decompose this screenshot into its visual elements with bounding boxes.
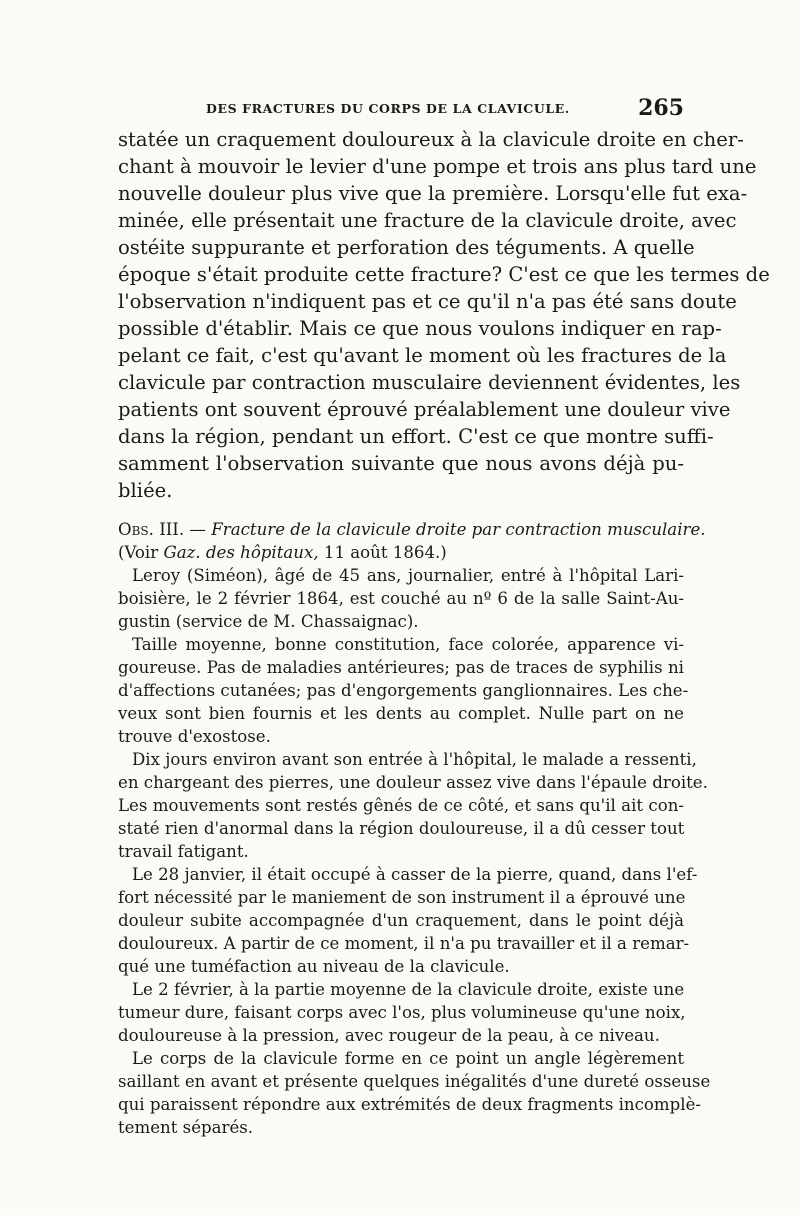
- obs-line: Dix jours environ avant son entrée à l'hôpital, le malade a ressenti,: [132, 750, 697, 769]
- source-journal: Gaz. des hôpitaux,: [163, 543, 319, 562]
- observation-dash: —: [184, 520, 212, 539]
- obs-line: en chargeant des pierres, une douleur assez vive dans l'épaule droite.: [118, 773, 708, 792]
- obs-line: douloureuse à la pression, avec rougeur de la peau, à ce niveau.: [118, 1026, 660, 1045]
- body-line: chant à mouvoir le levier d'une pompe et trois ans plus tard une: [118, 155, 757, 178]
- obs-line: douloureux. A partir de ce moment, il n'a pu travailler et il a remar-: [118, 934, 690, 953]
- obs-line: Les mouvements sont restés gênés de ce côté, et sans qu'il ait con-: [118, 796, 684, 815]
- observation-heading: [118, 520, 706, 539]
- body-line: minée, elle présentait une fracture de la clavicule droite, avec: [118, 209, 737, 232]
- running-title: DES FRACTURES DU CORPS DE LA CLAVICULE.: [206, 101, 570, 116]
- body-line: nouvelle douleur plus vive que la première. Lorsqu'elle fut exa-: [118, 182, 748, 205]
- obs-line: qui paraissent répondre aux extrémités de deux fragments incomplè-: [118, 1095, 701, 1114]
- observation-source: [118, 543, 684, 562]
- running-head: [118, 97, 684, 127]
- observation-title: Fracture de la clavicule droite par contraction musculaire.: [211, 520, 706, 539]
- obs-line: veux sont bien fournis et les dents au complet. Nulle part on ne: [118, 704, 684, 723]
- source-date: 11 août 1864.): [318, 543, 447, 562]
- obs-line: Le 28 janvier, il était occupé à casser de la pierre, quand, dans l'ef-: [132, 865, 698, 884]
- obs-line: tement séparés.: [118, 1118, 254, 1137]
- body-line: l'observation n'indiquent pas et ce qu'il n'a pas été sans doute: [118, 290, 737, 313]
- body-line: époque s'était produite cette fracture? C'est ce que les termes de: [118, 263, 770, 286]
- body-line: clavicule par contraction musculaire deviennent évidentes, les: [118, 371, 741, 394]
- observation-label: Obs. III.: [118, 520, 185, 539]
- obs-line: travail fatigant.: [118, 842, 249, 861]
- obs-line: qué une tuméfaction au niveau de la clavicule.: [118, 957, 510, 976]
- obs-line: fort nécessité par le maniement de son instrument il a éprouvé une: [118, 888, 686, 907]
- source-prefix: (Voir: [118, 543, 164, 562]
- body-line: ostéite suppurante et perforation des téguments. A quelle: [118, 236, 695, 259]
- body-line: pelant ce fait, c'est qu'avant le moment où les fractures de la: [118, 344, 727, 367]
- body-line: patients ont souvent éprouvé préalablement une douleur vive: [118, 398, 731, 421]
- obs-line: gustin (service de M. Chassaignac).: [118, 612, 419, 631]
- obs-line: staté rien d'anormal dans la région douloureuse, il a dû cesser tout: [118, 819, 685, 838]
- obs-line: Leroy (Siméon), âgé de 45 ans, journalier, entré à l'hôpital Lari-: [132, 566, 684, 585]
- page-number: 265: [638, 95, 684, 121]
- obs-line: Le 2 février, à la partie moyenne de la clavicule droite, existe une: [132, 980, 685, 999]
- body-line: statée un craquement douloureux à la clavicule droite en cher-: [118, 128, 744, 151]
- obs-line: boisière, le 2 février 1864, est couché au nº 6 de la salle Saint-Au-: [118, 589, 684, 608]
- body-line: bliée.: [118, 479, 173, 502]
- body-line: dans la région, pendant un effort. C'est ce que montre suffi-: [118, 425, 714, 448]
- body-line: samment l'observation suivante que nous avons déjà pu-: [118, 452, 684, 475]
- obs-line: tumeur dure, faisant corps avec l'os, plus volumineuse qu'une noix,: [118, 1003, 686, 1022]
- obs-line: Le corps de la clavicule forme en ce point un angle légèrement: [132, 1049, 684, 1068]
- obs-line: trouve d'exostose.: [118, 727, 271, 746]
- obs-line: d'affections cutanées; pas d'engorgements ganglionnaires. Les che-: [118, 681, 689, 700]
- body-line: possible d'établir. Mais ce que nous voulons indiquer en rap-: [118, 317, 722, 340]
- obs-line: douleur subite accompagnée d'un craquement, dans le point déjà: [118, 911, 684, 930]
- obs-line: goureuse. Pas de maladies antérieures; pas de traces de syphilis ni: [118, 658, 684, 677]
- obs-line: saillant en avant et présente quelques inégalités d'une dureté osseuse: [118, 1072, 711, 1091]
- obs-line: Taille moyenne, bonne constitution, face colorée, apparence vi-: [132, 635, 684, 654]
